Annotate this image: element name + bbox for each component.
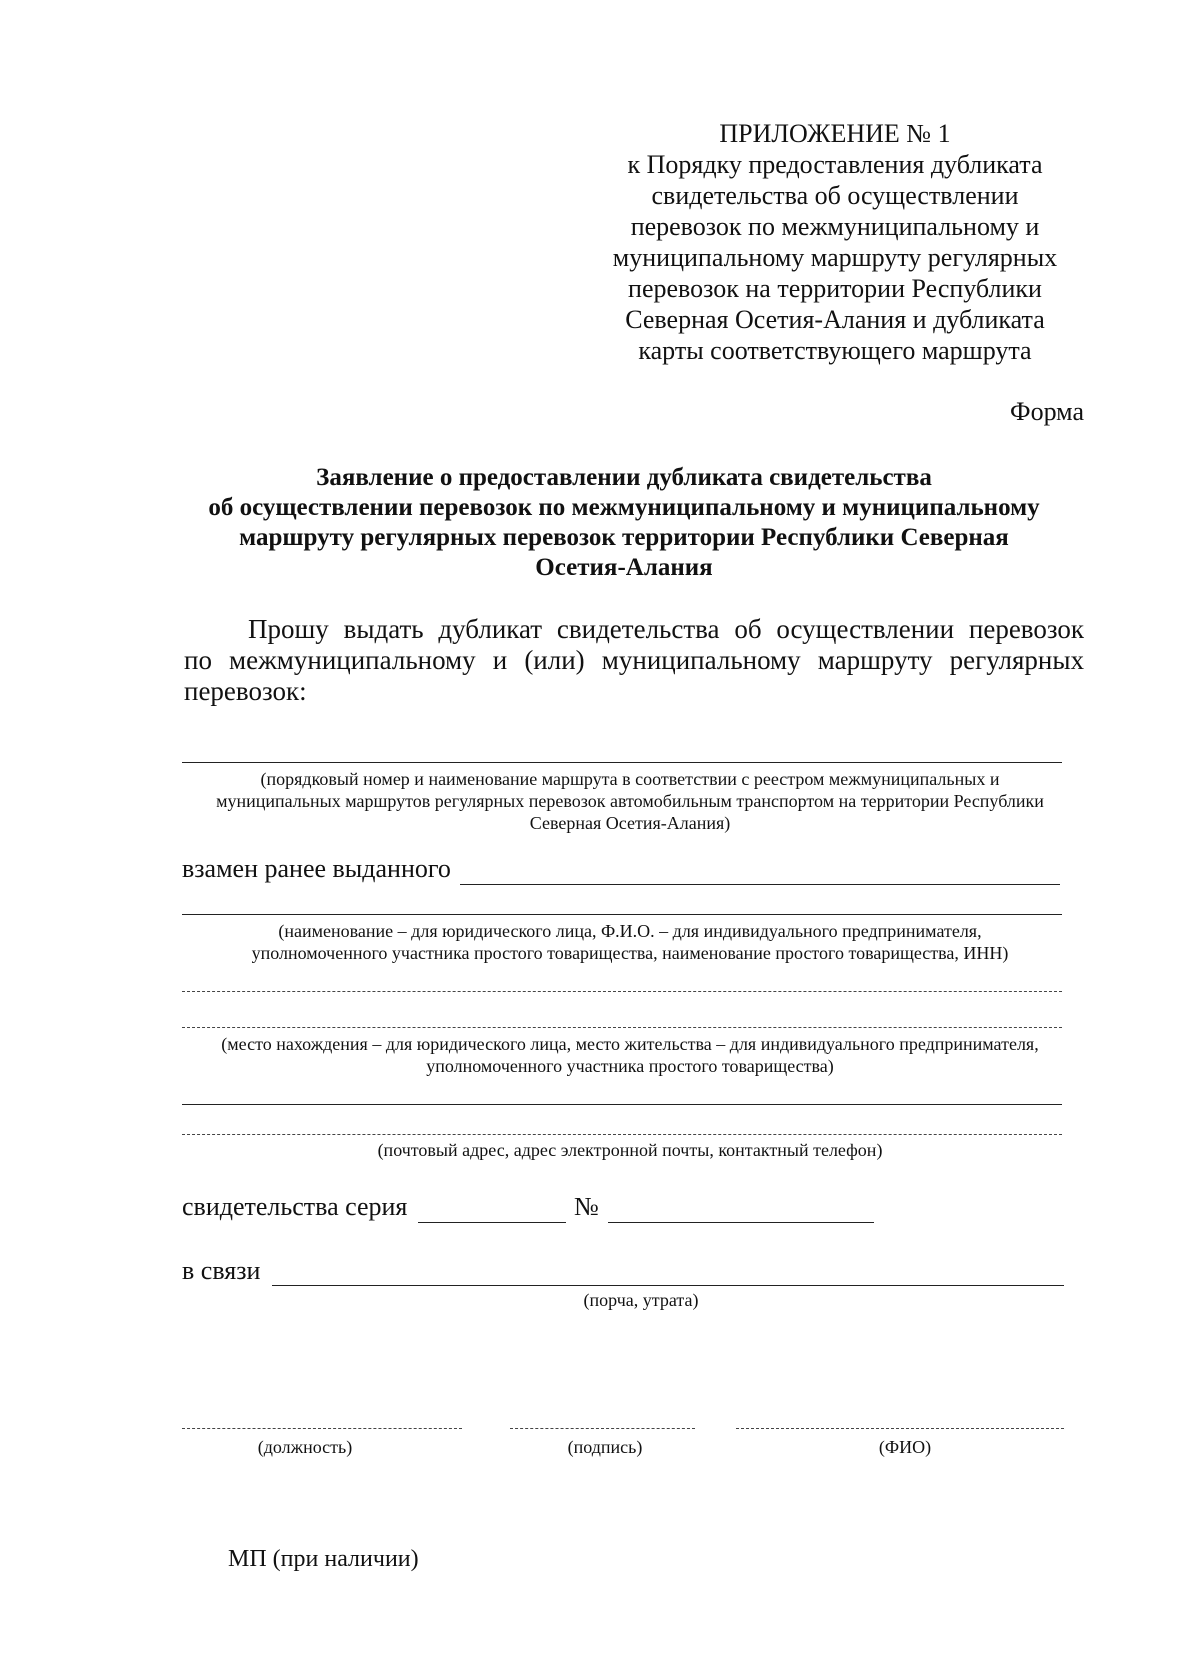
contacts-field-line-2[interactable] xyxy=(182,1134,1062,1135)
signature-caption: (подпись) xyxy=(567,1437,643,1457)
appendix-line: перевозок по межмуниципальному и xyxy=(630,212,1040,241)
name-note xyxy=(180,920,1080,964)
cert-number-label: № xyxy=(574,1192,599,1221)
appendix-header xyxy=(590,118,1080,366)
name-note-line: уполномоченного участника простого товарищества, наименование простого товарищества, ИНН) xyxy=(251,943,1009,963)
due-to-hint: (порча, утрата) xyxy=(583,1290,699,1310)
appendix-line: муниципальному маршруту регулярных xyxy=(612,243,1058,272)
title-line: маршруту регулярных перевозок территории Республики Северная xyxy=(239,524,1009,551)
instead-label: взамен ранее выданного xyxy=(182,854,451,883)
route-note-line: муниципальных маршрутов регулярных перевозок автомобильным транспортом на территории Республики xyxy=(216,791,1044,811)
name-note-line: (наименование – для юридического лица, Ф.И.О. – для индивидуального предпринимателя, xyxy=(278,921,982,941)
cert-series-label: свидетельства серия xyxy=(182,1192,408,1221)
contacts-note xyxy=(180,1139,1080,1161)
address-note xyxy=(180,1033,1080,1077)
appendix-line: к Порядку предоставления дубликата xyxy=(627,150,1043,179)
address-field-line[interactable] xyxy=(182,1027,1062,1028)
title-line: Заявление о предоставлении дубликата свидетельства xyxy=(316,464,932,491)
route-field-line[interactable] xyxy=(182,762,1062,763)
title-line: об осуществлении перевозок по межмуниципальному и муниципальному xyxy=(208,494,1040,521)
address-note-line: (место нахождения – для юридического лица, место жительства – для индивидуального предпринимателя, xyxy=(221,1034,1039,1054)
appendix-line: ПРИЛОЖЕНИЕ № 1 xyxy=(719,119,951,148)
form-label: Форма xyxy=(1010,397,1084,426)
cert-series-field-line[interactable] xyxy=(418,1222,566,1223)
position-caption: (должность) xyxy=(257,1437,353,1457)
appendix-line: карты соответствующего маршрута xyxy=(638,336,1032,365)
extra-field-line[interactable] xyxy=(182,991,1062,992)
signature-field-line[interactable] xyxy=(510,1428,695,1429)
title-line: Осетия-Алания xyxy=(535,554,713,581)
cert-number-field-line[interactable] xyxy=(608,1222,874,1223)
full-name-field-line[interactable] xyxy=(736,1428,1064,1429)
instead-field-line[interactable] xyxy=(460,884,1060,885)
full-name-caption: (ФИО) xyxy=(878,1437,932,1457)
contacts-field-line-1[interactable] xyxy=(182,1104,1062,1105)
stamp-label: МП (при наличии) xyxy=(228,1546,419,1572)
route-note-line: (порядковый номер и наименование маршрута в соответствии с реестром межмуниципальных и xyxy=(260,769,1000,789)
address-note-line: уполномоченного участника простого товарищества) xyxy=(426,1056,834,1076)
due-to-label: в связи xyxy=(182,1256,261,1285)
intro-line: перевозок: xyxy=(184,676,307,706)
route-note xyxy=(180,768,1080,834)
intro-line: Прошу выдать дубликат свидетельства об осуществлении перевозок xyxy=(248,614,1084,644)
name-field-line[interactable] xyxy=(182,914,1062,915)
contacts-note-line: (почтовый адрес, адрес электронной почты, контактный телефон) xyxy=(377,1140,883,1160)
due-to-field-line[interactable] xyxy=(272,1285,1064,1286)
intro-paragraph xyxy=(184,614,1084,707)
appendix-line: Северная Осетия-Алания и дубликата xyxy=(625,305,1045,334)
document-title xyxy=(160,463,1088,583)
appendix-line: перевозок на территории Республики xyxy=(628,274,1042,303)
position-field-line[interactable] xyxy=(182,1428,462,1429)
appendix-line: свидетельства об осуществлении xyxy=(651,181,1019,210)
route-note-line: Северная Осетия-Алания) xyxy=(529,813,731,833)
intro-line: по межмуниципальному и (или) муниципальному маршруту регулярных xyxy=(184,645,1084,675)
